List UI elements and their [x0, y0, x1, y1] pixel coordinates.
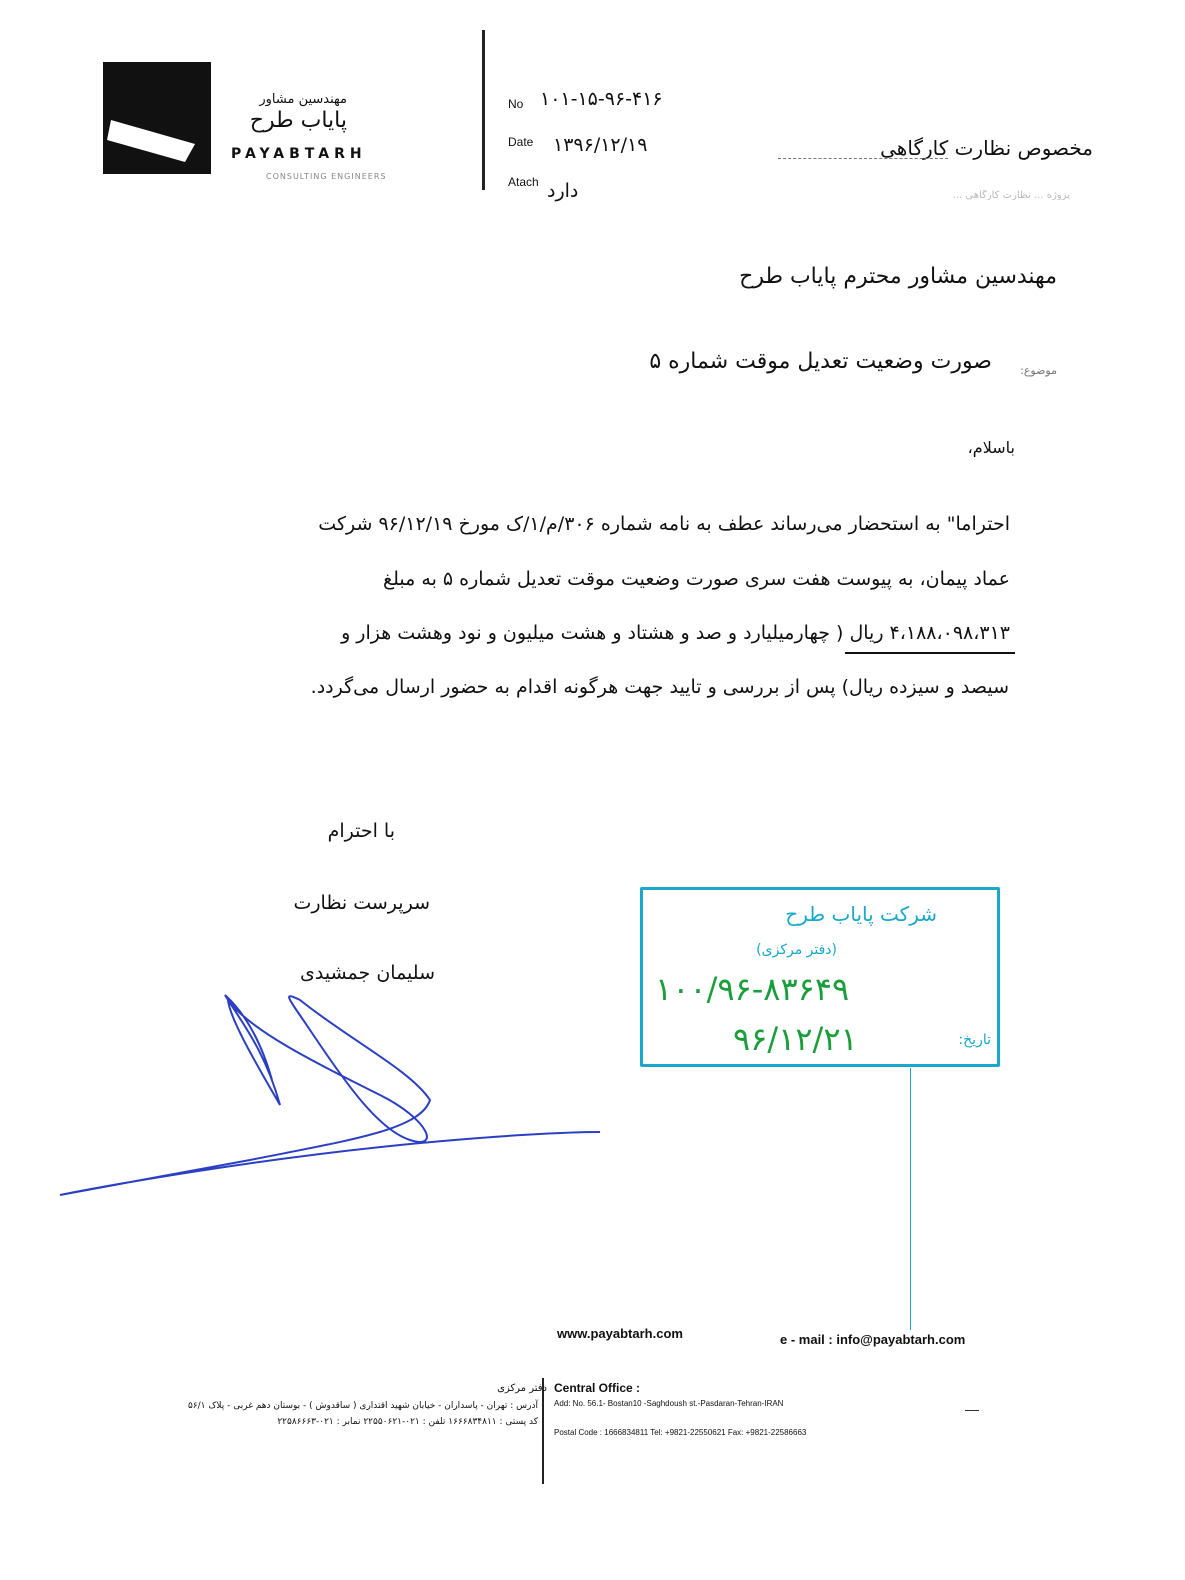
letter-date-label: Date — [508, 135, 534, 149]
central-office-address: Add: No. 56.1- Bostan10 -Saghdoush st.-Pasdaran-Tehran-IRAN — [554, 1399, 784, 1408]
attachment-value: دارد — [547, 180, 579, 202]
stamp-subtitle: (دفتر مرکزی) — [756, 942, 837, 958]
amount-underline — [845, 652, 1015, 654]
central-office-contact: Postal Code : 1666834811 Tel: +9821-22550621 Fax: +9821-22586663 — [554, 1428, 807, 1437]
subject-label: موضوع: — [1020, 364, 1057, 377]
subject: صورت وضعیت تعدیل موقت شماره ۵ — [649, 349, 992, 374]
signer-title: سرپرست نظارت — [293, 892, 430, 914]
handwritten-signature — [50, 980, 610, 1204]
receipt-stamp — [640, 887, 1000, 1067]
classification-note: پروژه ... نظارت کارگاهی ... — [952, 190, 1070, 200]
closing: با احترام — [327, 820, 395, 842]
central-office-label: Central Office : — [554, 1381, 641, 1395]
header-divider — [482, 30, 485, 190]
hq-address: آدرس : تهران - پاسداران - خیابان شهید اقتداری ( ساقدوش ) - بوستان دهم غربی - پلاک ۵۶/۱ — [187, 1401, 538, 1411]
footer-dash — [965, 1410, 979, 1411]
hq-label: دفتر مرکزی — [497, 1383, 547, 1394]
attachment-label: Atach — [508, 175, 539, 189]
firm-tagline: CONSULTING ENGINEERS — [266, 172, 387, 181]
website: www.payabtarh.com — [557, 1326, 683, 1341]
letter-number-value: ۱۰۱-۱۵-۹۶-۴۱۶ — [540, 88, 663, 110]
signer-name: سلیمان جمشیدی — [300, 962, 435, 984]
hq-address-block — [68, 1398, 538, 1430]
stamp-date-label: تاریخ: — [958, 1032, 991, 1048]
addressee: مهندسین مشاور محترم پایاب طرح — [739, 264, 1057, 289]
hq-contact: کد پستی : ۱۶۶۶۸۳۴۸۱۱ تلفن : ۰۲۱-۲۲۵۵۰۶۲۱ نمابر : ۰۲۱-۲۲۵۸۶۶۶۳ — [277, 1417, 538, 1427]
letter-date-value: ۱۳۹۶/۱۲/۱۹ — [553, 134, 648, 156]
body-line-3: ۴،۱۸۸،۰۹۸،۳۱۳ ریال ( چهارمیلیارد و صد و هشتاد و هشت میلیون و نود وهشت هزار و — [341, 622, 1010, 644]
firm-logo — [103, 62, 211, 174]
firm-name-english: PAYABTARH — [231, 146, 367, 162]
body-line-1: احتراما" به استحضار می‌رساند عطف به نامه شماره ۳۰۶/م/۱/ک مورخ ۹۶/۱۲/۱۹ شرکت — [318, 513, 1010, 535]
classification-title: مخصوص نظارت کارگاهی — [880, 136, 1093, 160]
stamp-date: ۹۶/۱۲/۲۱ — [733, 1020, 858, 1058]
body-line-2: عماد پیمان، به پیوست هفت سری صورت وضعیت موقت تعدیل شماره ۵ به مبلغ — [383, 568, 1010, 590]
firm-name-small: مهندسین مشاور — [259, 92, 347, 107]
stamp-title: شرکت پایاب طرح — [785, 902, 937, 926]
body-line-4: سیصد و سیزده ریال) پس از بررسی و تایید جهت هرگونه اقدام به حضور ارسال می‌گردد. — [310, 676, 1009, 698]
stamp-number: ۱۰۰/۹۶-۸۳۶۴۹ — [655, 970, 850, 1008]
salutation: باسلام، — [967, 438, 1015, 457]
email: e - mail : info@payabtarh.com — [780, 1332, 966, 1347]
classification-underline — [778, 158, 948, 159]
firm-name-persian: پایاب طرح — [249, 108, 347, 133]
stamp-line — [910, 1068, 911, 1330]
letter-number-label: No — [508, 97, 524, 111]
